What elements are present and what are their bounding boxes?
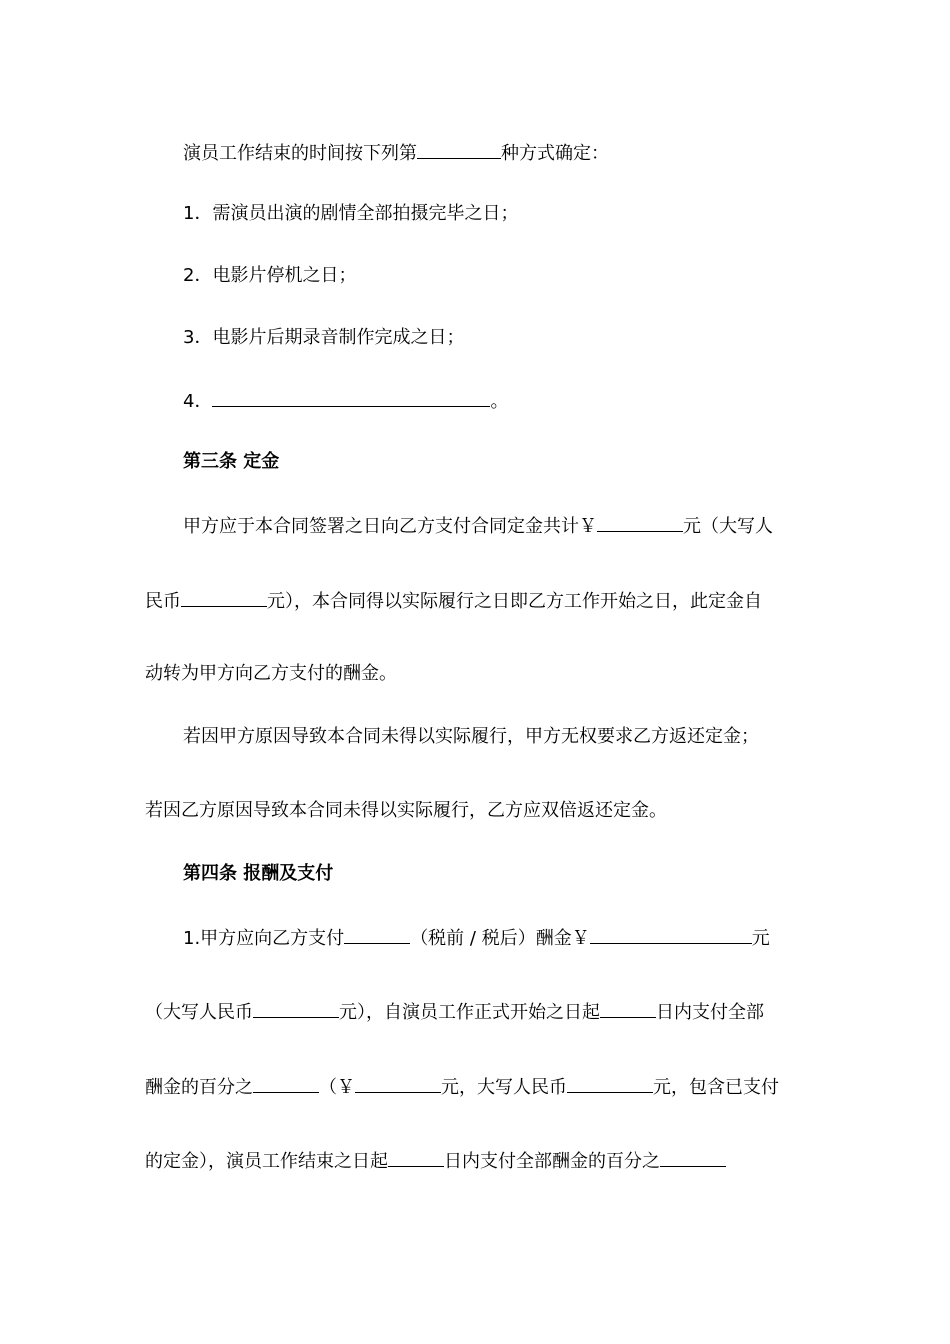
- text: 元）: [267, 591, 294, 612]
- blank-first-percent[interactable]: [253, 1074, 319, 1093]
- text: 日内支付全部酬金的百分之: [444, 1151, 660, 1172]
- text: 元，: [441, 1077, 477, 1098]
- blank-deposit-amount[interactable]: [597, 513, 683, 532]
- heading-article-3: [183, 450, 279, 474]
- blank-fee-amount[interactable]: [590, 925, 752, 944]
- deposit-line-3: [145, 662, 397, 686]
- text: 3．电影片后期录音制作完成之日；: [183, 327, 465, 348]
- text: 酬金的百分之: [145, 1077, 253, 1098]
- list-item-1: [183, 202, 518, 226]
- deposit-line-2: [145, 588, 762, 614]
- text: ，自演员工作正式开始之日起: [366, 1002, 600, 1023]
- payment-line-2: [145, 999, 764, 1025]
- blank-first-payment-days[interactable]: [600, 999, 656, 1018]
- text: 元: [683, 516, 701, 537]
- text: 的定金），演员工作结束之日起: [145, 1151, 388, 1172]
- text: 1.甲方应向乙方支付: [183, 928, 345, 949]
- text: 。: [490, 391, 509, 412]
- blank-final-percent[interactable]: [660, 1148, 726, 1167]
- text: 大写人民币: [477, 1077, 567, 1098]
- heading-article-4: [183, 862, 333, 886]
- blank-deposit-capital[interactable]: [181, 588, 267, 607]
- blank-first-capital[interactable]: [567, 1074, 653, 1093]
- text: 种方式确定：: [501, 143, 609, 164]
- list-item-4: [183, 388, 508, 414]
- text: 第四条 报酬及支付: [183, 863, 334, 884]
- payment-line-4: [145, 1148, 726, 1174]
- text: 元）: [339, 1002, 366, 1023]
- text: 动转为甲方向乙方支付的酬金。: [145, 663, 397, 684]
- blank-first-amount[interactable]: [355, 1074, 441, 1093]
- text: 民币: [145, 591, 181, 612]
- text: 第三条 定金: [183, 451, 280, 472]
- text: （￥: [319, 1077, 355, 1098]
- text: 演员工作结束的时间按下列第: [183, 143, 417, 164]
- text: ，本合同得以实际履行之日即乙方工作开始之日，此定金自: [294, 591, 762, 612]
- list-item-2: [183, 264, 356, 288]
- blank-fee-capital[interactable]: [253, 999, 339, 1018]
- text: 1．需演员出演的剧情全部拍摄完毕之日；: [183, 203, 519, 224]
- blank-final-payment-days[interactable]: [388, 1148, 444, 1167]
- payment-line-1: [183, 925, 770, 951]
- deposit-forfeit-line-2: [145, 799, 667, 823]
- text: 2．电影片停机之日；: [183, 265, 357, 286]
- text: 若因乙方原因导致本合同未得以实际履行，乙方应双倍返还定金。: [145, 800, 667, 821]
- text: （大写人: [701, 516, 773, 537]
- text: 若因甲方原因导致本合同未得以实际履行，甲方无权要求乙方返还定金；: [183, 726, 759, 747]
- text: 日内支付全部: [656, 1002, 764, 1023]
- text: （税前 / 税后）酬金￥: [410, 928, 590, 949]
- text: （大写人民币: [145, 1002, 253, 1023]
- line-end-time-method: [183, 140, 609, 166]
- blank-method-number[interactable]: [417, 140, 501, 159]
- text: 元: [653, 1077, 671, 1098]
- text: 4．: [183, 391, 213, 412]
- list-item-3: [183, 326, 464, 350]
- blank-other-method[interactable]: [212, 388, 490, 407]
- text: 甲方应于本合同签署之日向乙方支付合同定金共计￥: [183, 516, 597, 537]
- deposit-forfeit-line-1: [183, 725, 759, 749]
- text: 元: [751, 928, 770, 949]
- deposit-line-1: [183, 513, 773, 539]
- blank-payment-type[interactable]: [344, 925, 410, 944]
- text: ，包含已支付: [671, 1077, 779, 1098]
- payment-line-3: [145, 1074, 779, 1100]
